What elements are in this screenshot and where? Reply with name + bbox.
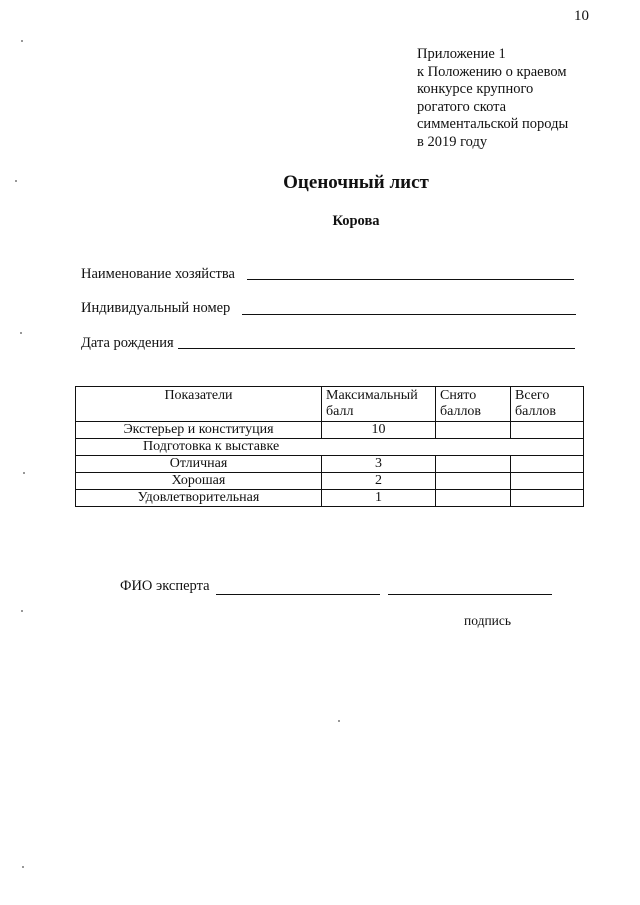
document-subtitle: Корова	[332, 213, 380, 229]
table-row	[76, 473, 584, 490]
row-max-score: 3	[322, 456, 436, 473]
appendix-note	[417, 46, 617, 151]
header-deducted: Снято баллов	[436, 387, 511, 422]
scan-speck	[21, 610, 23, 612]
scan-speck	[22, 866, 24, 868]
table-header-row	[76, 387, 584, 422]
birth-input-line[interactable]	[178, 348, 575, 349]
row-max-score: 2	[322, 473, 436, 490]
page-number: 10	[574, 8, 589, 24]
scan-speck	[15, 180, 17, 182]
appendix-line: симментальской породы	[417, 116, 569, 132]
id-label: Индивидуальный номер	[81, 300, 231, 316]
scan-speck	[21, 40, 23, 42]
appendix-line: Приложение 1	[417, 46, 506, 62]
header-max-score: Максимальный балл	[322, 387, 436, 422]
row-total-cell[interactable]	[511, 422, 584, 439]
owner-label: Наименование хозяйства	[81, 266, 235, 282]
id-input-line[interactable]	[242, 314, 576, 315]
signature-caption: подпись	[464, 613, 512, 628]
appendix-line: к Положению о краевом	[417, 63, 567, 80]
table-row	[76, 456, 584, 473]
expert-name-line[interactable]	[216, 594, 380, 595]
birth-label: Дата рождения	[81, 335, 174, 351]
owner-input-line[interactable]	[247, 279, 574, 280]
row-deducted-cell[interactable]	[436, 473, 511, 490]
table-row	[76, 422, 584, 439]
row-max-score: 10	[322, 422, 436, 439]
row-indicator: Отличная	[76, 456, 322, 473]
row-max-score: 1	[322, 490, 436, 507]
row-deducted-cell[interactable]	[436, 490, 511, 507]
table-row	[76, 439, 584, 456]
row-deducted-cell[interactable]	[436, 456, 511, 473]
row-indicator: Удовлетворительная	[76, 490, 322, 507]
score-table	[75, 386, 584, 507]
birth-field	[81, 335, 174, 352]
expert-label: ФИО эксперта	[120, 578, 210, 594]
appendix-line: конкурсе крупного	[417, 81, 534, 97]
scan-speck	[20, 332, 22, 334]
scan-speck	[23, 472, 25, 474]
scan-speck	[338, 720, 340, 722]
row-indicator: Хорошая	[76, 473, 322, 490]
row-deducted-cell[interactable]	[436, 422, 511, 439]
document-title: Оценочный лист	[283, 172, 429, 193]
owner-field	[81, 266, 235, 283]
table-row	[76, 490, 584, 507]
header-total: Всего баллов	[511, 387, 584, 422]
row-indicator: Подготовка к выставке	[76, 439, 584, 456]
row-total-cell[interactable]	[511, 456, 584, 473]
id-field	[81, 300, 230, 317]
row-total-cell[interactable]	[511, 490, 584, 507]
expert-signature-line[interactable]	[388, 594, 552, 595]
header-indicators: Показатели	[76, 387, 322, 422]
row-indicator: Экстерьер и конституция	[76, 422, 322, 439]
appendix-line: в 2019 году	[417, 133, 488, 150]
appendix-line: рогатого скота	[417, 98, 507, 115]
row-total-cell[interactable]	[511, 473, 584, 490]
